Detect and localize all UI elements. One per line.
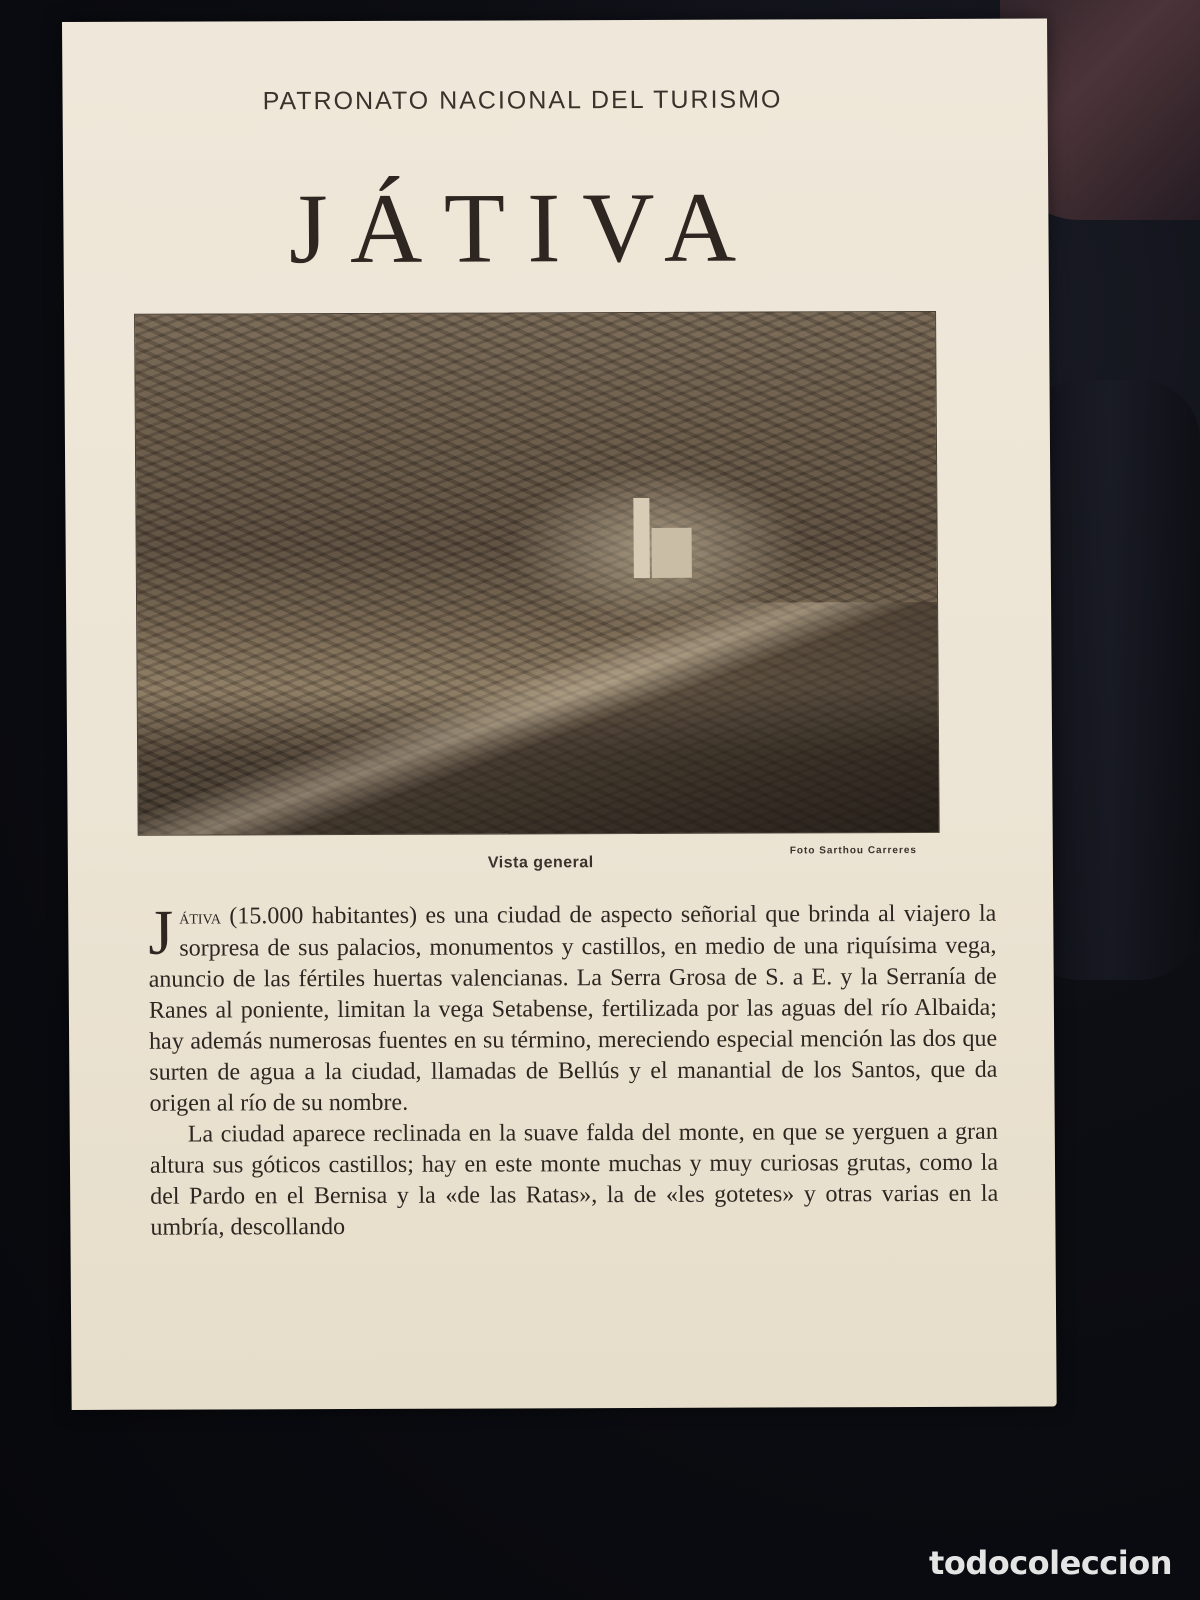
page-title: JÁTIVA [288,171,759,285]
article-body [148,896,999,1244]
lead-word: átiva [179,906,221,929]
photo-credit: Foto Sarthou Carreres [789,845,917,857]
cathedral-tower [633,498,650,578]
paragraph-1 [148,896,998,1120]
watermark-logo: todocoleccion [929,1544,1172,1582]
brochure-page [62,19,1057,1410]
aerial-photo [134,311,940,836]
hillside [137,602,939,835]
paragraph-1-text: (15.000 habitantes) es una ciudad de aspecto señorial que brinda al viajero la sorpresa de sus palacios, monumentos y castillos, en medio de una riquísima vega, anuncio de las fértiles huertas valencianas. La Serra Grosa de S. a E. y la Serranía de Ranes al poniente, limitan la vega Setabense, fertilizada por las aguas del río Albaida; hay además numerosas fuentes en su término, mereciendo especial mención las dos que surten de agua a la ciudad, llamadas de Bellús y el manantial de los Santos, que da origen al río de su nombre. [148,900,998,1117]
drop-cap: J [148,896,174,968]
organization-header: PATRONATO NACIONAL DEL TURISMO [262,85,783,116]
church-building [652,528,692,578]
paragraph-2: La ciudad aparece reclinada en la suave falda del monte, en que se yerguen a gran altura sus góticos castillos; hay en este monte muchas y muy curiosas grutas, como la del Pardo en el Bernisa y la «de las Ratas», la de «les gotetes» y otras varias en la umbría, descollando [149,1118,999,1241]
photo-caption: Vista general [487,854,594,872]
